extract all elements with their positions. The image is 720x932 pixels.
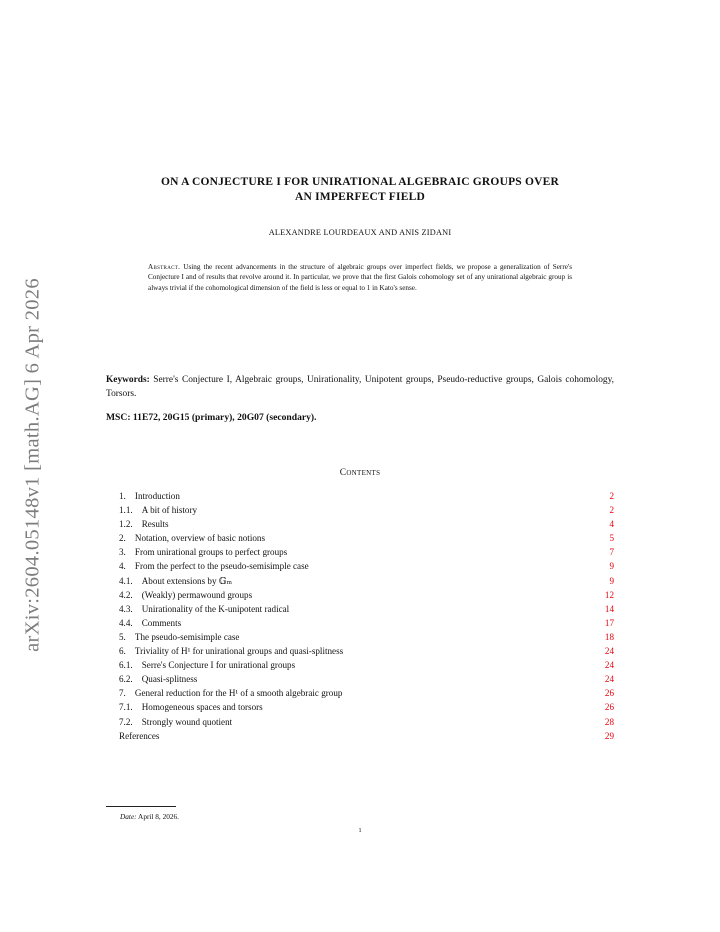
page-number: 1 [358,827,362,834]
toc-entry-label: 4. From the perfect to the pseudo-semisimple case [119,561,309,572]
toc-entry-perfect-to-pseudo-semisimple[interactable] [119,559,614,573]
toc-entry-label: 4.3. Unirationality of the K-unipotent radical [119,603,290,614]
toc-page-link[interactable]: 14 [604,603,614,614]
abstract [148,262,572,293]
toc-entry-label: 4.2. (Weakly) permawound groups [119,589,253,600]
abstract-text: Using the recent advancements in the structure of algebraic groups over imperfect fields, we propose a generalization of Serre's Conjecture I and of results that revolve around it. In particular, we prove that the first Galois cohomology set of any unirational algebraic group is always trivial if the cohomological dimension of the field is less or equal to 1 in Kato's sense. [148,263,572,292]
toc-page-link[interactable]: 24 [604,674,614,685]
arxiv-identifier-stamp: arXiv:2604.05148v1 [math.AG] 6 Apr 2026 [21,278,44,652]
table-of-contents [119,489,614,743]
toc-page-link[interactable]: 28 [604,716,614,727]
toc-entry-label: 4.1. About extensions by 𝔾ₘ [119,575,233,586]
toc-page-link[interactable]: 2 [609,505,614,516]
toc-entry-label: 5. The pseudo-semisimple case [119,631,240,642]
keywords-label: Keywords: [106,375,150,385]
toc-page-link[interactable]: 29 [604,730,614,741]
toc-page-link[interactable]: 9 [609,575,614,586]
msc-classification: MSC: 11E72, 20G15 (primary), 20G07 (secondary). [106,412,317,423]
toc-entry-label: 6.1. Serre's Conjecture I for unirational groups [119,660,296,671]
toc-entry-pseudo-semisimple-case[interactable] [119,630,614,644]
toc-entry-references[interactable] [119,729,614,743]
toc-entry-homogeneous-spaces[interactable] [119,700,614,714]
toc-entry-label: 7.1. Homogeneous spaces and torsors [119,702,263,713]
toc-page-link[interactable]: 18 [604,631,614,642]
toc-page-link[interactable]: 26 [604,702,614,713]
toc-page-link[interactable]: 2 [609,491,614,501]
keywords-text: Serre's Conjecture I, Algebraic groups, Unirationality, Unipotent groups, Pseudo-reductive groups, Galois cohomology, Torsors. [106,375,614,399]
footnote-rule [106,806,176,807]
toc-page-link[interactable]: 9 [609,561,614,572]
paper-title [100,175,620,205]
toc-page-link[interactable]: 7 [609,547,614,558]
toc-entry-label: 6. Triviality of H¹ for unirational groups and quasi-splitness [119,646,344,657]
toc-entry-label: 2. Notation, overview of basic notions [119,533,265,544]
toc-entry-triviality-h1[interactable] [119,644,614,658]
date-footnote [120,812,179,821]
toc-entry-label: 1.2. Results [119,519,169,530]
contents-heading: Contents [339,468,381,478]
title-line-1: ON A CONJECTURE I FOR UNIRATIONAL ALGEBRAIC GROUPS OVER [160,176,559,188]
toc-entry-label: 4.4. Comments [119,617,182,628]
toc-page-link[interactable]: 5 [609,533,614,544]
toc-entry-label: 6.2. Quasi-splitness [119,674,198,685]
toc-entry-label: 7.2. Strongly wound quotient [119,716,233,727]
toc-page-link[interactable]: 17 [604,617,614,628]
toc-entry-unirational-to-perfect[interactable] [119,545,614,559]
toc-entry-introduction[interactable] [119,489,614,503]
toc-entry-permawound-groups[interactable] [119,588,614,602]
toc-entry-notation[interactable] [119,531,614,545]
footnote-label: Date: [120,812,137,821]
toc-page-link[interactable]: 24 [604,660,614,671]
toc-entry-strongly-wound-quotient[interactable] [119,715,614,729]
toc-entry-quasi-splitness[interactable] [119,672,614,686]
toc-entry-general-reduction[interactable] [119,686,614,700]
toc-entry-label: 3. From unirational groups to perfect groups [119,547,288,558]
toc-entry-serre-conjecture[interactable] [119,658,614,672]
abstract-label: Abstract. [148,263,181,271]
toc-entry-label: References [119,730,160,741]
title-line-2: AN IMPERFECT FIELD [295,191,425,203]
toc-entry-comments[interactable] [119,616,614,630]
toc-entry-label: 7. General reduction for the H¹ of a smooth algebraic group [119,688,343,699]
toc-page-link[interactable]: 26 [604,688,614,699]
toc-page-link[interactable]: 12 [604,589,614,600]
toc-entry-results[interactable] [119,517,614,531]
toc-page-link[interactable]: 24 [604,646,614,657]
toc-entry-label: 1. Introduction [119,491,180,501]
toc-entry-extensions-by-gm[interactable] [119,574,614,588]
toc-entry-bit-of-history[interactable] [119,503,614,517]
toc-page-link[interactable]: 4 [609,519,614,530]
keywords [106,374,614,401]
toc-entry-unipotent-radical[interactable] [119,602,614,616]
footnote-text: April 8, 2026. [138,812,179,821]
authors: ALEXANDRE LOURDEAUX AND ANIS ZIDANI [268,228,452,237]
toc-entry-label: 1.1. A bit of history [119,505,198,516]
